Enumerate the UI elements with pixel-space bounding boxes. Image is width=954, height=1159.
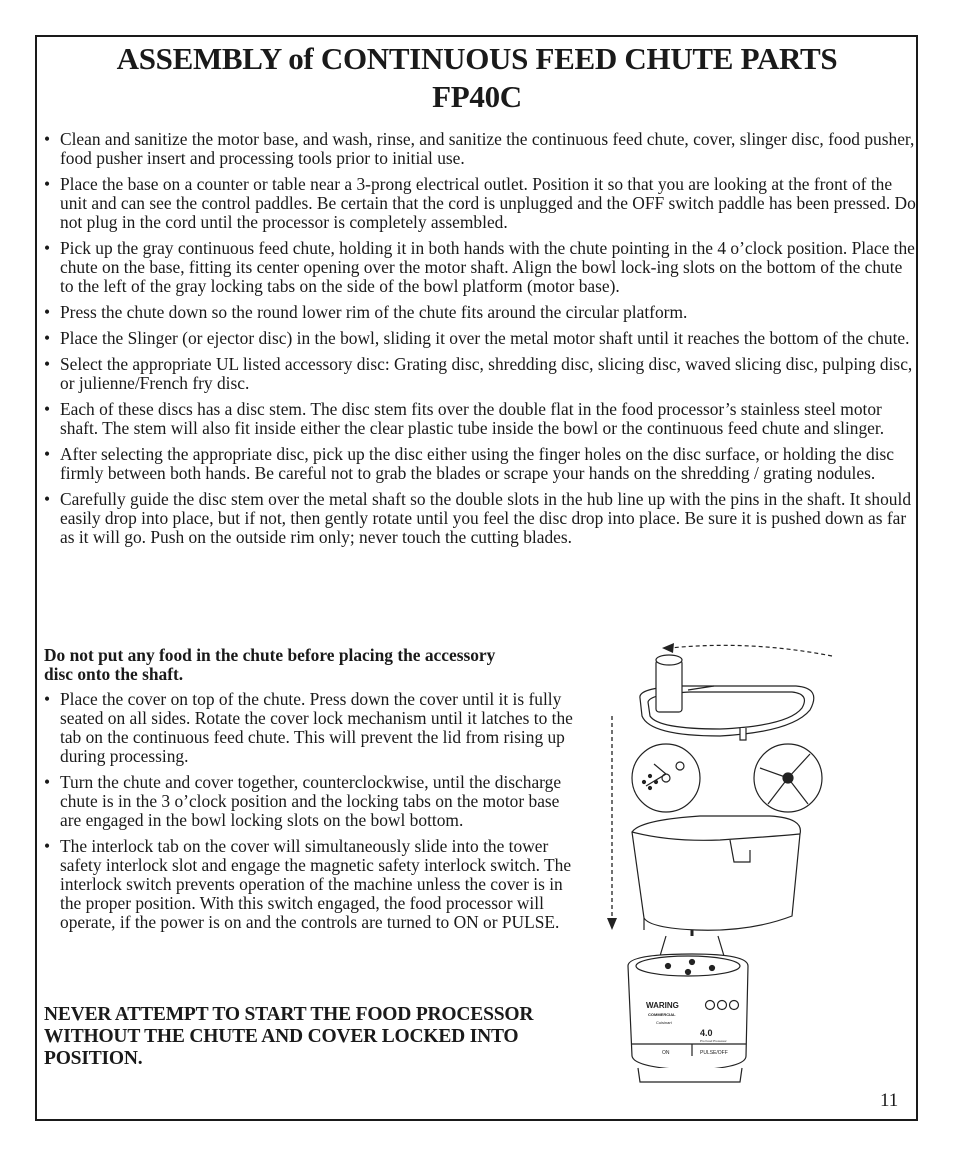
accessory-disc: [754, 744, 822, 812]
instruction-item: • Carefully guide the disc stem over the metal shaft so the double slots in the hub line up with the pins in the shaft. It should easily drop into place, but if not, then gently rotate until you feel the disc drop into place. Be sure it is pushed down as far as it will go. Push on the outside rim only; never touch the cutting blades.: [44, 490, 916, 547]
model-label: 4.0: [700, 1028, 713, 1038]
instruction-item: • Select the appropriate UL listed accessory disc: Grating disc, shredding disc, slicing disc, waved slicing disc, pulping disc, or julienne/French fry disc.: [44, 355, 916, 393]
title-line-2: FP40C: [432, 79, 522, 114]
switch-pulse-label: PULSE/OFF: [700, 1050, 728, 1056]
brand-label: WARING: [646, 1001, 679, 1010]
switch-on-label: ON: [662, 1050, 670, 1056]
rotation-arrowhead: [662, 643, 674, 653]
chute-cover: [640, 655, 814, 740]
page-number: 11: [880, 1090, 899, 1111]
cover-section: [44, 646, 584, 939]
cover-step: • Turn the chute and cover together, counterclockwise, until the discharge chute is in the 3 o’clock position and the locking tabs on the motor base are engaged in the bowl locking slots on the bowl bottom.: [44, 773, 584, 830]
instruction-item: • Each of these discs has a disc stem. The disc stem fits over the double flat in the food processor’s stainless steel motor shaft. The stem will also fit inside either the clear plastic tube inside the bowl or the continuous feed chute and slinger.: [44, 400, 916, 438]
title-line-1: ASSEMBLY of CONTINUOUS FEED CHUTE PARTS: [116, 41, 838, 76]
brand-sub-label: COMMERCIAL: [648, 1012, 676, 1017]
assembly-diagram: [600, 636, 840, 1086]
down-arrowhead: [607, 918, 617, 930]
instruction-item: • Place the base on a counter or table near a 3-prong electrical outlet. Position it so that you are looking at the front of the unit and can see the control paddles. Be certain that the cord is unplugged and the OFF switch paddle has been pressed. Do not plug in the cord until the processor is completely assembled.: [44, 175, 916, 232]
rotation-arrow: [670, 645, 832, 656]
slinger-disc: [632, 744, 700, 812]
page-title: [0, 40, 954, 116]
instruction-item: • Pick up the gray continuous feed chute, holding it in both hands with the chute pointing in the 4 o’clock position. Place the chute on the base, fitting its center opening over the motor shaft. Align the bowl lock-ing slots on the bottom of the chute to the left of the gray locking tabs on the side of the bowl platform (motor base).: [44, 239, 916, 296]
instruction-item: • Place the Slinger (or ejector disc) in the bowl, sliding it over the metal motor shaft until it reaches the bottom of the chute.: [44, 329, 916, 348]
food-warning: Do not put any food in the chute before placing the accessory disc onto the shaft.: [44, 645, 496, 684]
cover-steps: [44, 690, 584, 932]
model-sub-label: Pro Food Processor: [700, 1039, 727, 1043]
instruction-item: • Press the chute down so the round lower rim of the chute fits around the circular platform.: [44, 303, 916, 322]
safety-warning: NEVER ATTEMPT TO START THE FOOD PROCESSOR WITHOUT THE CHUTE AND COVER LOCKED INTO POSITION.: [44, 1004, 534, 1069]
instruction-item: • After selecting the appropriate disc, pick up the disc either using the finger holes on the disc surface, or holding the disc firmly between both hands. Be careful not to grab the blades or scrape your hands on the shredding / grating nodules.: [44, 445, 916, 483]
maker-label: Cuisinart: [656, 1020, 672, 1025]
instruction-item: • Clean and sanitize the motor base, and wash, rinse, and sanitize the continuous feed chute, cover, slinger disc, food pusher, food pusher insert and processing tools prior to initial use.: [44, 130, 916, 168]
cover-step: • The interlock tab on the cover will simultaneously slide into the tower safety interlock slot and engage the magnetic safety interlock switch. The interlock switch prevents operation of the machine unless the cover is in the proper position. With this switch engaged, the food processor will operate, if the power is on and the controls are turned to ON or PULSE.: [44, 837, 584, 932]
continuous-feed-chute: [632, 816, 800, 930]
cover-step: • Place the cover on top of the chute. Press down the cover until it is fully seated on all sides. Rotate the cover lock mechanism until it latches to the tab on the continuous feed chute. This will prevent the lid from rising up during processing.: [44, 690, 584, 766]
assembly-instructions: [44, 130, 916, 554]
